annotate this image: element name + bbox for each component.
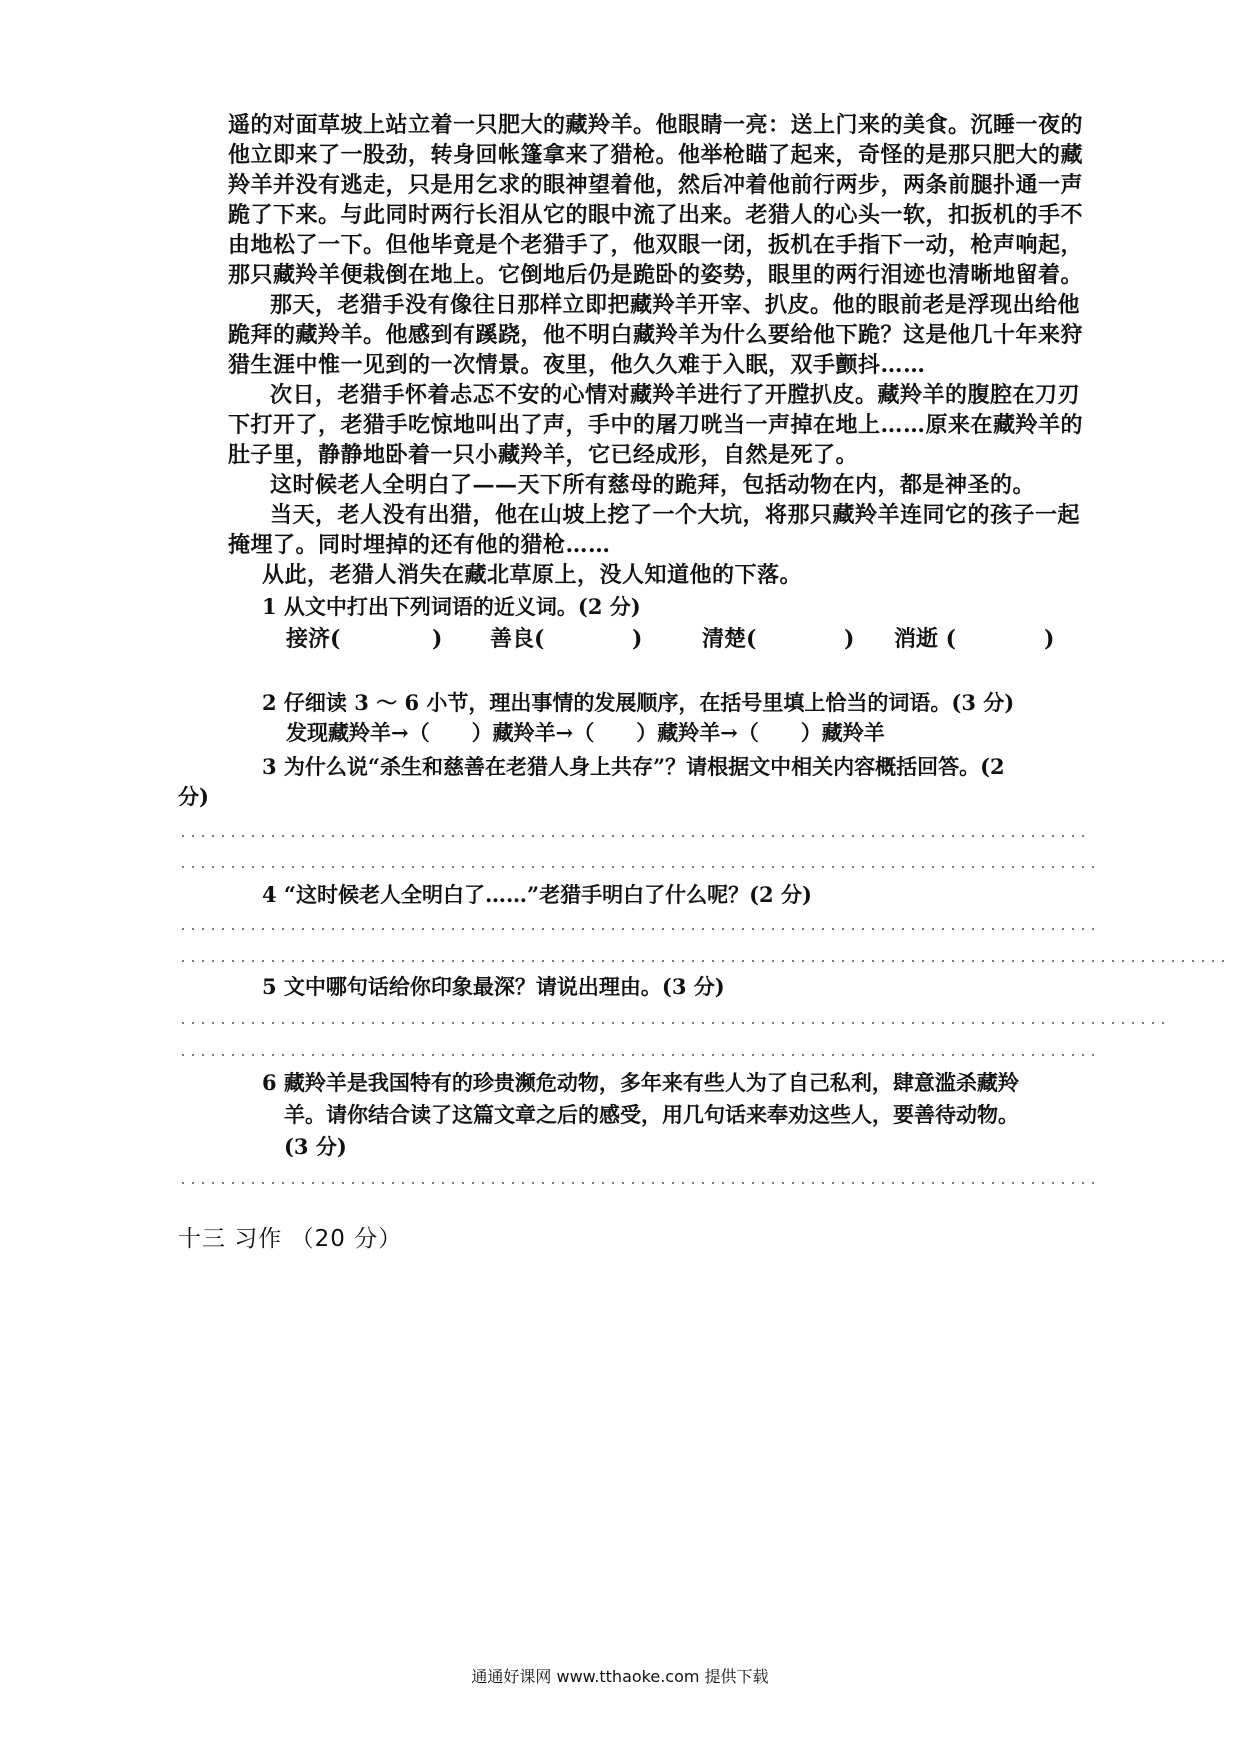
question-6-line-3: (3 分) bbox=[284, 1134, 347, 1159]
passage-line: 从此，老猎人消失在藏北草原上，没人知道他的下落。 bbox=[262, 562, 803, 588]
q1-word-4: 消逝 ( bbox=[894, 626, 957, 652]
passage-line: 这时候老人全明白了——天下所有慈母的跪拜，包括动物在内，都是神圣的。 bbox=[270, 472, 1036, 498]
answer-line[interactable] bbox=[178, 835, 1088, 837]
passage-line: 跪了下来。与此同时两行长泪从它的眼中流了出来。老猎人的心头一软，扣扳机的手不 bbox=[228, 202, 1084, 228]
q1-close-4: ) bbox=[1044, 626, 1055, 652]
question-6: 6 藏羚羊是我国特有的珍贵濒危动物，多年来有些人为了自己私利，肆意滥杀藏羚 bbox=[262, 1070, 1019, 1095]
question-1: 1 从文中打出下列词语的近义词。(2 分) bbox=[262, 594, 641, 619]
question-3: 3 为什么说“杀生和慈善在老猎人身上共存”？请根据文中相关内容概括回答。(2 bbox=[262, 754, 1005, 779]
question-3-cont: 分) bbox=[178, 784, 209, 809]
footer-credit: 通通好课网 www.tthaoke.com 提供下载 bbox=[471, 1667, 769, 1686]
question-5: 5 文中哪句话给你印象最深？请说出理由。(3 分) bbox=[262, 974, 725, 999]
q1-word-2: 善良( bbox=[490, 626, 545, 652]
q2-sequence: 发现藏羚羊→（ ）藏羚羊→（ ）藏羚羊→（ ）藏羚羊 bbox=[286, 720, 885, 745]
answer-line[interactable] bbox=[178, 1022, 1168, 1024]
passage-line: 那天，老猎手没有像往日那样立即把藏羚羊开宰、扒皮。他的眼前老是浮现出给他 bbox=[270, 292, 1081, 318]
q1-word-3: 清楚( bbox=[702, 626, 757, 652]
passage-line: 他立即来了一股劲，转身回帐篷拿来了猎枪。他举枪瞄了起来，奇怪的是那只肥大的藏 bbox=[228, 142, 1084, 168]
passage-line: 次日，老猎手怀着忐忑不安的心情对藏羚羊进行了开膛扒皮。藏羚羊的腹腔在刀刃 bbox=[270, 382, 1081, 408]
question-6-line-2: 羊。请你结合读了这篇文章之后的感受，用几句话来奉劝这些人，要善待动物。 bbox=[284, 1102, 1019, 1127]
passage-line: 那只藏羚羊便栽倒在地上。它倒地后仍是跪卧的姿势，眼里的两行泪迹也清晰地留着。 bbox=[228, 262, 1084, 288]
q1-close-1: ) bbox=[432, 626, 443, 652]
passage-line: 猎生涯中惟一见到的一次情景。夜里，他久久难于入眠，双手颤抖…… bbox=[228, 352, 926, 378]
passage-line: 下打开了，老猎手吃惊地叫出了声，手中的屠刀咣当一声掉在地上……原来在藏羚羊的 bbox=[228, 412, 1084, 438]
question-4: 4 “这时候老人全明白了……”老猎手明白了什么呢？(2 分) bbox=[262, 882, 812, 907]
section-13-heading: 十三 习作 （20 分） bbox=[178, 1226, 403, 1252]
q1-close-3: ) bbox=[844, 626, 855, 652]
answer-line[interactable] bbox=[178, 928, 1098, 930]
passage-line: 遥的对面草坡上站立着一只肥大的藏羚羊。他眼睛一亮：送上门来的美食。沉睡一夜的 bbox=[228, 112, 1084, 138]
answer-line[interactable] bbox=[178, 1054, 1098, 1056]
answer-line[interactable] bbox=[178, 960, 1228, 962]
passage-line: 肚子里，静静地卧着一只小藏羚羊，它已经成形，自然是死了。 bbox=[228, 442, 859, 468]
answer-line[interactable] bbox=[178, 866, 1098, 868]
question-2: 2 仔细读 3 ～ 6 小节，理出事情的发展顺序，在括号里填上恰当的词语。(3 分) bbox=[262, 690, 1015, 715]
passage-line: 由地松了一下。但他毕竟是个老猎手了，他双眼一闭，扳机在手指下一动，枪声响起， bbox=[228, 232, 1084, 258]
passage-line: 跪拜的藏羚羊。他感到有蹊跷，他不明白藏羚羊为什么要给他下跪？这是他几十年来狩 bbox=[228, 322, 1084, 348]
answer-line[interactable] bbox=[178, 1182, 1098, 1184]
passage-line: 当天，老人没有出猎，他在山坡上挖了一个大坑，将那只藏羚羊连同它的孩子一起 bbox=[270, 502, 1081, 528]
q1-close-2: ) bbox=[632, 626, 643, 652]
passage-line: 羚羊并没有逃走，只是用乞求的眼神望着他，然后冲着他前行两步，两条前腿扑通一声 bbox=[228, 172, 1084, 198]
q1-word-1: 接济( bbox=[286, 626, 341, 652]
passage-line: 掩埋了。同时埋掉的还有他的猎枪…… bbox=[228, 532, 611, 558]
